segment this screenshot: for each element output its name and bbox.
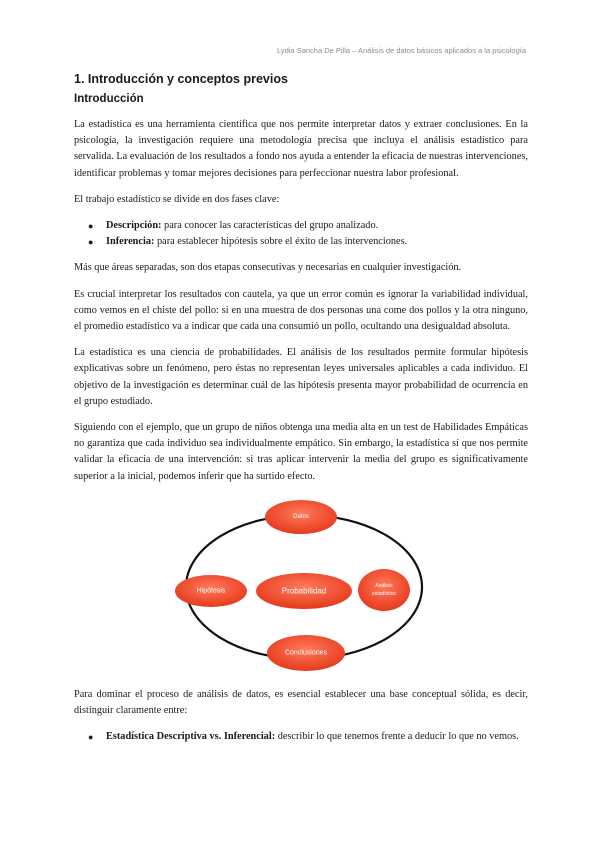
section-title: 1. Introducción y conceptos previos [74,72,288,86]
node-center-label: Probabilidad [281,586,327,596]
cycle-diagram [74,495,528,673]
paragraph-1: La estadística es una herramienta científica que nos permite interpretar datos y extraer conclusiones. En la psicología, la investigación requiere una metodología precisa que incluya el análisis estadístico para servalida. La evaluación de los resultados a fondo nos ayuda a entender la eficacia de nuestras intervenciones, identificar problemas y tomar mejores decisiones para perfeccionar nuestra labor profesional. [74,119,528,179]
node-left-label: Hipótesis [196,587,226,595]
node-top-label: Datos [293,513,309,520]
list-item [88,218,528,234]
bullet-icon: ● [88,237,94,248]
cycle-diagram-graphic [74,495,528,673]
page-header: Lydia Sancha De Pilla – Análisis de datos básicos aplicados a la psicología [276,46,526,55]
paragraph-2: El trabajo estadístico se divide en dos fases clave: [74,193,280,205]
paragraph-6: Siguiendo con el ejemplo, que un grupo de niños obtenga una media alta en un test de Habilidades Empáticas no garantiza que cada individuo sea individualmente empático. Sin embargo, la estadística sí que nos permite validar la eficacia de una intervención: si tras aplicar intervenir la media del grupo es significativamente superior a la inicial, podemos inferir que ha surtido efecto. [74,422,528,482]
list-term: Inferencia: [106,236,155,248]
list-text: describir lo que tenemos frente a deducir lo que no vemos. [275,731,519,743]
bullet-icon: ● [88,732,94,743]
list-text: para conocer las características del grupo analizado. [161,220,379,232]
paragraph-4: Es crucial interpretar los resultados con cautela, ya que un error común es ignorar la variabilidad individual, como vemos en el chiste del pollo: si en una muestra de dos personas una come dos pollos y la otra ninguno, el promedio estadístico va a indicar que cada una consumió un pollo, ocultando una desigualdad absoluta. [74,288,528,333]
node-right-label-1: Análisis [375,582,393,589]
phases-list [74,218,528,250]
paragraph-3: Más que áreas separadas, son dos etapas consecutivas y necesarias en cualquier investigación. [74,262,462,274]
list-item [88,234,528,250]
paragraph-5: La estadística es una ciencia de probabilidades. El análisis de los resultados permite formular hipótesis explicativas sobre un fenómeno, pero éstas no representan leyes universales aplicables a cada individuo. El objetivo de la investigación es determinar cuál de las hipótesis presenta mayor probabilidad de ocurrencia en el grupo estudiado. [74,347,528,407]
document-body [74,72,528,755]
paragraph-7: Para dominar el proceso de análisis de datos, es esencial establecer una base conceptual sólida, es decir, distinguir claramente entre: [74,688,528,717]
bullet-icon: ● [88,221,94,232]
subsection-title: Introducción [74,93,144,105]
node-right [358,569,410,611]
node-bottom-label: Conclusiones [284,649,328,657]
list-term: Descripción: [106,220,162,232]
list-text: para establecer hipótesis sobre el éxito de las intervenciones. [154,236,408,248]
concepts-list [74,729,528,745]
list-term: Estadística Descriptiva vs. Inferencial: [106,731,276,743]
node-right-label-2: estadístico [372,590,396,597]
list-item [88,729,528,745]
